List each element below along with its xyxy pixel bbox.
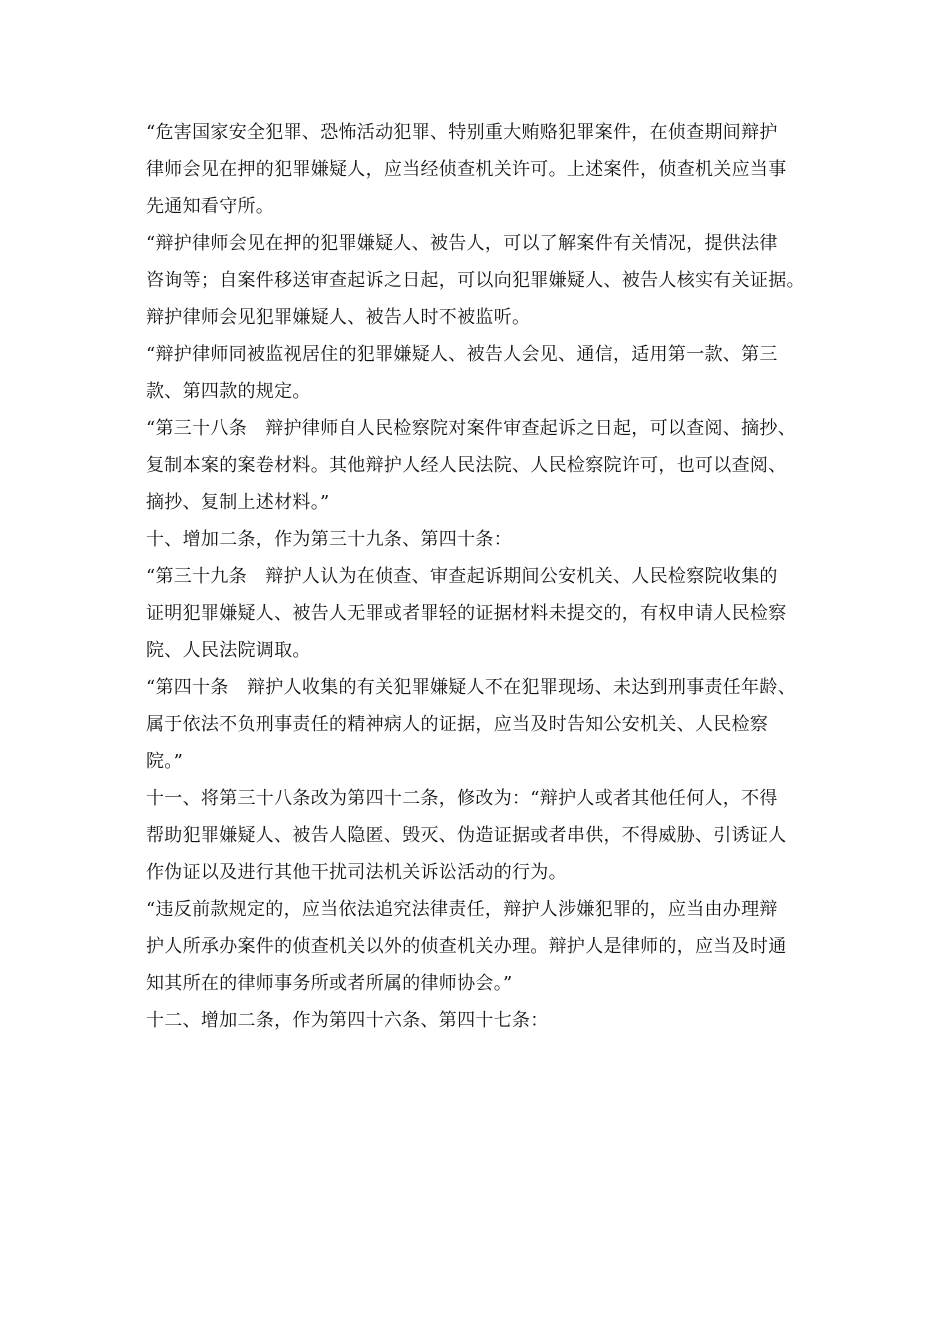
text-line: 院、人民法院调取。	[146, 640, 311, 661]
text-line: “危害国家安全犯罪、恐怖活动犯罪、特别重大贿赂犯罪案件，在侦查期间辩护	[146, 122, 778, 143]
text-line: 辩护律师会见犯罪嫌疑人、被告人时不被监听。	[146, 307, 531, 328]
text-line: 摘抄、复制上述材料。”	[146, 492, 330, 513]
text-line: 十一、将第三十八条改为第四十二条，修改为：“辩护人或者其他任何人，不得	[146, 788, 778, 809]
text-line: “辩护律师同被监视居住的犯罪嫌疑人、被告人会见、通信，适用第一款、第三	[146, 344, 778, 365]
text-line: “违反前款规定的，应当依法追究法律责任，辩护人涉嫌犯罪的，应当由办理辩	[146, 899, 778, 920]
document-body	[146, 114, 816, 1039]
text-line: 律师会见在押的犯罪嫌疑人，应当经侦查机关许可。上述案件，侦查机关应当事	[146, 159, 787, 180]
text-line: 十、增加二条，作为第三十九条、第四十条：	[146, 529, 512, 550]
text-line: 证明犯罪嫌疑人、被告人无罪或者罪轻的证据材料未提交的，有权申请人民检察	[146, 603, 787, 624]
text-line: 帮助犯罪嫌疑人、被告人隐匿、毁灭、伪造证据或者串供，不得威胁、引诱证人	[146, 825, 787, 846]
text-line: 作伪证以及进行其他干扰司法机关诉讼活动的行为。	[146, 862, 567, 883]
text-line: 先通知看守所。	[146, 196, 275, 217]
text-line: 属于依法不负刑事责任的精神病人的证据，应当及时告知公安机关、人民检察	[146, 714, 769, 735]
text-line: 款、第四款的规定。	[146, 381, 311, 402]
text-line: “辩护律师会见在押的犯罪嫌疑人、被告人，可以了解案件有关情况，提供法律	[146, 233, 778, 254]
text-line: 复制本案的案卷材料。其他辩护人经人民法院、人民检察院许可，也可以查阅、	[146, 455, 787, 476]
text-line: 十二、增加二条，作为第四十六条、第四十七条：	[146, 1010, 549, 1031]
text-line: “第三十八条 辩护律师自人民检察院对案件审查起诉之日起，可以查阅、摘抄、	[146, 418, 796, 439]
text-line: “第四十条 辩护人收集的有关犯罪嫌疑人不在犯罪现场、未达到刑事责任年龄、	[146, 677, 796, 698]
text-line: 护人所承办案件的侦查机关以外的侦查机关办理。辩护人是律师的，应当及时通	[146, 936, 787, 957]
text-line: 知其所在的律师事务所或者所属的律师协会。”	[146, 973, 513, 994]
text-line: 院。”	[146, 751, 184, 772]
text-line: 咨询等；自案件移送审查起诉之日起，可以向犯罪嫌疑人、被告人核实有关证据。	[146, 270, 805, 291]
text-line: “第三十九条 辩护人认为在侦查、审查起诉期间公安机关、人民检察院收集的	[146, 566, 778, 587]
